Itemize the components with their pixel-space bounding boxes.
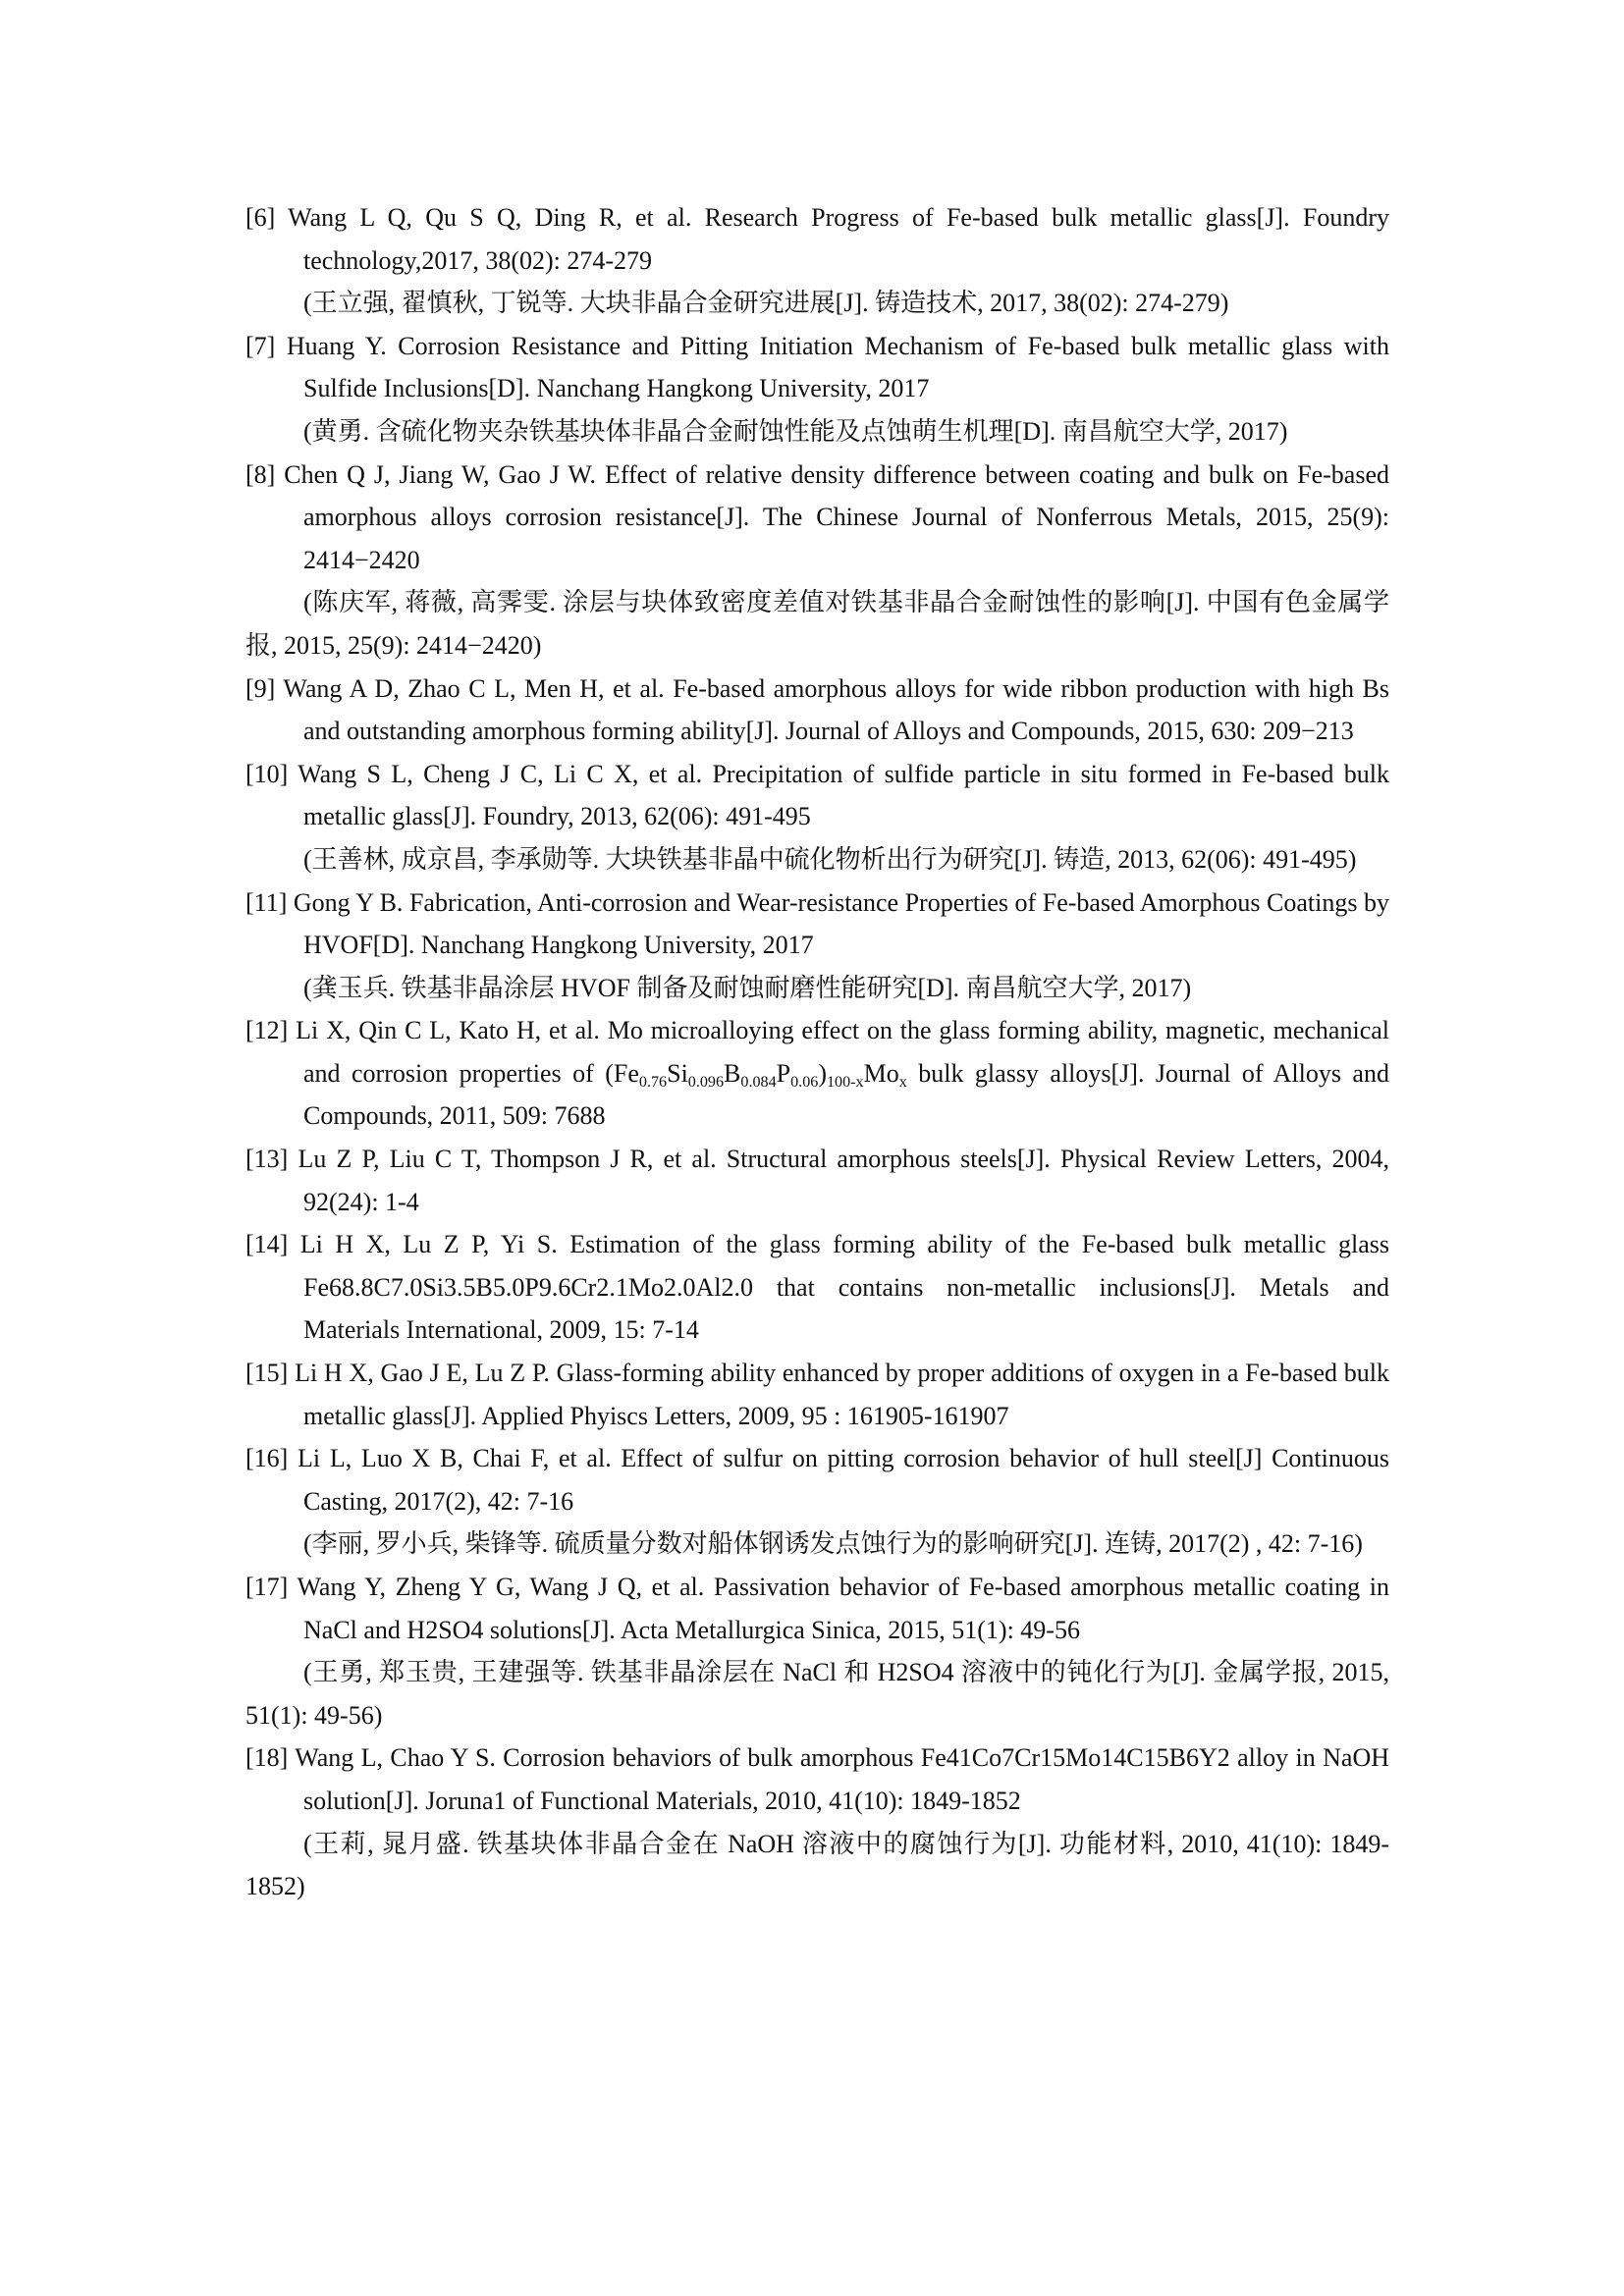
formula-subscript: 0.06: [790, 1073, 819, 1091]
reference-11-chinese: (龚玉兵. 铁基非晶涂层 HVOF 制备及耐蚀耐磨性能研究[D]. 南昌航空大学, 2017): [303, 973, 1192, 1002]
formula-subscript: x: [898, 1073, 907, 1091]
reference-17-english: [17] Wang Y, Zheng Y G, Wang J Q, et al. Passivation behavior of Fe-based amorphous metallic coating in NaCl and H2SO4 solutions[J]. Acta Metallurgica Sinica, 2015, 51(1): 49-56: [245, 1573, 1389, 1644]
reference-9-english: [9] Wang A D, Zhao C L, Men H, et al. Fe-based amorphous alloys for wide ribbon production with high Bs and outstanding amorphous forming ability[J]. Journal of Alloys and Compounds, 2015, 630: 209−213: [245, 673, 1389, 746]
formula-element: P: [776, 1058, 791, 1088]
reference-7-chinese: (黄勇. 含硫化物夹杂铁基块体非晶合金耐蚀性能及点蚀萌生机理[D]. 南昌航空大学, 2017): [303, 416, 1288, 446]
reference-18-chinese: (王莉, 晁月盛. 铁基块体非晶合金在 NaOH 溶液中的腐蚀行为[J]. 功能材料, 2010, 41(10): 1849-1852): [245, 1829, 1389, 1901]
formula-subscript: 0.096: [687, 1073, 725, 1091]
reference-10-chinese: (王善林, 成京昌, 李承勋等. 大块铁基非晶中硫化物析出行为研究[J]. 铸造, 2013, 62(06): 491-495): [303, 844, 1357, 874]
formula-element: Mo: [863, 1058, 899, 1088]
reference-16-english: [16] Li L, Luo X B, Chai F, et al. Effect of sulfur on pitting corrosion behavior of hull steel[J] Continuous Casting, 2017(2), 42: 7-16: [245, 1444, 1389, 1516]
reference-list: [245, 196, 1389, 1908]
formula-subscript: 0.084: [740, 1073, 777, 1091]
reference-11-english: [11] Gong Y B. Fabrication, Anti-corrosion and Wear-resistance Properties of Fe-based Amorphous Coatings by HVOF[D]. Nanchang Hangkong University, 2017: [245, 887, 1389, 960]
reference-16-chinese: (李丽, 罗小兵, 柴锋等. 硫质量分数对船体钢诱发点蚀行为的影响研究[J]. 连铸, 2017(2) , 42: 7-16): [303, 1529, 1363, 1559]
reference-7-english: [7] Huang Y. Corrosion Resistance and Pitting Initiation Mechanism of Fe-based bulk metallic glass with Sulfide Inclusions[D]. Nanchang Hangkong University, 2017: [245, 331, 1389, 403]
reference-12-english: [245, 1009, 1389, 1138]
reference-18-english: [18] Wang L, Chao Y S. Corrosion behaviors of bulk amorphous Fe41Co7Cr15Mo14C15B6Y2 alloy in NaOH solution[J]. Joruna1 of Functional Materials, 2010, 41(10): 1849-1852: [245, 1743, 1389, 1815]
reference-6-chinese: (王立强, 翟慎秋, 丁锐等. 大块非晶合金研究进展[J]. 铸造技术, 2017, 38(02): 274-279): [303, 289, 1229, 318]
reference-17-chinese: (王勇, 郑玉贵, 王建强等. 铁基非晶涂层在 NaCl 和 H2SO4 溶液中的钝化行为[J]. 金属学报, 2015, 51(1): 49-56): [245, 1658, 1389, 1730]
reference-13-english: [13] Lu Z P, Liu C T, Thompson J R, et al. Structural amorphous steels[J]. Physical Review Letters, 2004, 92(24): 1-4: [245, 1145, 1389, 1216]
reference-8-chinese: (陈庆军, 蒋薇, 高霁雯. 涂层与块体致密度差值对铁基非晶合金耐蚀性的影响[J]. 中国有色金属学报, 2015, 25(9): 2414−2420): [245, 588, 1389, 660]
formula-element: B: [724, 1058, 741, 1088]
reference-6-english: [6] Wang L Q, Qu S Q, Ding R, et al. Research Progress of Fe-based bulk metallic glass[J]. Foundry technology,2017, 38(02): 274-279: [245, 203, 1389, 275]
formula-element: ): [818, 1058, 827, 1088]
reference-10-english: [10] Wang S L, Cheng J C, Li C X, et al. Precipitation of sulfide particle in situ formed in Fe-based bulk metallic glass[J]. Foundry, 2013, 62(06): 491-495: [245, 759, 1389, 831]
reference-14-english: [14] Li H X, Lu Z P, Yi S. Estimation of the glass forming ability of the Fe-based bulk metallic glass Fe68.8C7.0Si3.5B5.0P9.6Cr2.1Mo2.0Al2.0 that contains non-metallic inclusions[J]. Metals and Materials International, 2009, 15: 7-14: [245, 1230, 1389, 1345]
formula-subscript: 0.76: [638, 1073, 668, 1091]
reference-8-english: [8] Chen Q J, Jiang W, Gao J W. Effect of relative density difference between coating and bulk on Fe-based amorphous alloys corrosion resistance[J]. The Chinese Journal of Nonferrous Metals, 2015, 25(9): 2414−2420: [245, 459, 1389, 574]
reference-12-text-end: bulk glassy alloys[J]. Journal of Alloys and Compounds, 2011, 509: 7688: [303, 1058, 1389, 1131]
formula-subscript: 100-x: [826, 1073, 864, 1091]
formula-element: Si: [667, 1058, 688, 1088]
reference-15-english: [15] Li H X, Gao J E, Lu Z P. Glass-forming ability enhanced by proper additions of oxygen in a Fe-based bulk metallic glass[J]. Applied Phyiscs Letters, 2009, 95 : 161905-161907: [245, 1359, 1389, 1430]
reference-12-text-start: [12] Li X, Qin C L, Kato H, et al. Mo microalloying effect on the glass forming ability, magnetic, mechanical and corrosion properties of (Fe: [245, 1016, 1389, 1088]
